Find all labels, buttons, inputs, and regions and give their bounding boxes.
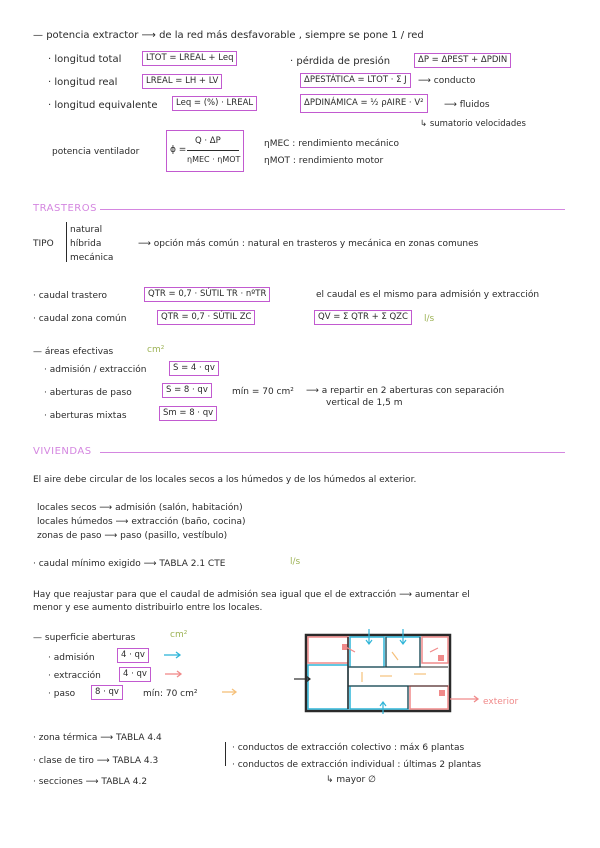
areas-unit: cm²	[147, 345, 165, 355]
longitud-real-label: · longitud real	[48, 77, 118, 88]
colectivo: · conductos de extracción colectivo : máx 6 plantas	[232, 743, 465, 753]
extraccion-formula: 4 · qv	[119, 667, 151, 682]
caudal-min-unit: l/s	[290, 557, 301, 567]
caudal-note: el caudal es el mismo para admisión y extracción	[316, 290, 540, 300]
adm-ext-label: · admisión / extracción	[44, 365, 147, 375]
areas-label: — áreas efectivas	[33, 347, 114, 357]
tipo-hibrida: híbrida	[70, 239, 102, 249]
qv-unit: l/s	[424, 314, 435, 324]
locales-humedos: locales húmedos ⟶ extracción (baño, cocina)	[37, 517, 246, 527]
eta-mec: ηMEC : rendimiento mecánico	[264, 139, 399, 149]
zona-termica: · zona térmica ⟶ TABLA 4.4	[33, 733, 162, 743]
longitud-real-formula: LREAL = LH + LV	[142, 74, 222, 89]
caudal-min: · caudal mínimo exigido ⟶ TABLA 2.1 CTE	[33, 559, 226, 569]
ab-mixtas-formula: Sm = 8 · qv	[159, 406, 217, 421]
adm-ext-formula: S = 4 · qv	[169, 361, 219, 376]
secciones: · secciones ⟶ TABLA 4.2	[33, 777, 148, 787]
paso-label: · paso	[48, 689, 76, 699]
caudal-zona-label: · caudal zona común	[33, 314, 127, 324]
ab-paso-label: · aberturas de paso	[44, 388, 132, 398]
ab-paso-formula: S = 8 · qv	[162, 383, 212, 398]
extraccion-label: · extracción	[48, 671, 101, 681]
repartir-1: ⟶ a repartir en 2 aberturas con separación	[306, 386, 505, 396]
perdida-label: · pérdida de presión	[290, 56, 391, 67]
locales-secos: locales secos ⟶ admisión (salón, habitación)	[37, 503, 243, 513]
superficie-unit: cm²	[170, 630, 188, 640]
paso-arrow-icon	[222, 689, 236, 695]
min-note: mín = 70 cm²	[232, 387, 294, 397]
viviendas-intro: El aire debe circular de los locales secos a los húmedos y de los húmedos al exterior.	[33, 475, 417, 485]
estatica-note: ⟶ conducto	[418, 76, 476, 86]
viviendas-title: VIVIENDAS	[33, 446, 92, 457]
individual: · conductos de extracción individual : últimas 2 plantas	[232, 760, 482, 770]
tipo-mecanica: mecánica	[70, 253, 114, 263]
tipo-natural: natural	[70, 225, 103, 235]
tipo-note: ⟶ opción más común : natural en trasteros y mecánica en zonas comunes	[138, 239, 479, 249]
pot-vent-den: ηMEC · ηMOT	[187, 155, 241, 164]
qv-formula: QV = Σ QTR + Σ QZC	[314, 310, 412, 325]
mayor: ↳ mayor ∅	[326, 775, 376, 785]
arrow-icon: ⟶	[141, 30, 156, 41]
reajustar-2: menor y ese aumento distribuirlo entre los locales.	[33, 603, 263, 613]
admision-formula: 4 · qv	[117, 648, 149, 663]
admision-arrow-icon	[164, 652, 180, 658]
sumatorio-note: ↳ sumatorio velocidades	[420, 119, 526, 129]
caudal-zona-formula: QTR = 0,7 · SÚTIL ZC	[157, 310, 255, 325]
longitud-equiv-formula: Leq = (%) · LREAL	[172, 96, 257, 111]
paso-min: mín: 70 cm²	[143, 689, 198, 699]
exterior-label: exterior	[483, 697, 519, 707]
admision-label: · admisión	[48, 653, 95, 663]
eta-mot: ηMOT : rendimiento motor	[264, 156, 384, 166]
trasteros-title: TRASTEROS	[33, 203, 97, 214]
clase-tiro: · clase de tiro ⟶ TABLA 4.3	[33, 756, 159, 766]
paso-formula: 8 · qv	[91, 685, 123, 700]
caudal-trastero-formula: QTR = 0,7 · SÚTIL TR · nºTR	[144, 287, 270, 302]
longitud-total-label: · longitud total	[48, 54, 122, 65]
ab-mixtas-label: · aberturas mixtas	[44, 411, 127, 421]
caudal-trastero-label: · caudal trastero	[33, 291, 107, 301]
reajustar-1: Hay que reajustar para que el caudal de admisión sea igual que el de extracción ⟶ aumentar el	[33, 590, 470, 600]
pot-vent-label: potencia ventilador	[52, 147, 140, 157]
pot-vent-num: Q · ΔP	[195, 136, 221, 146]
perdida-formula: ΔP = ΔPEST + ΔPDIN	[414, 53, 511, 68]
zonas-paso: zonas de paso ⟶ paso (pasillo, vestíbulo)	[37, 531, 228, 541]
pot-vent-lhs: ϕ =	[170, 145, 187, 155]
vivienda-plan-diagram	[294, 629, 478, 714]
extraccion-arrow-icon	[165, 671, 181, 677]
dinamica-formula: ΔPDINÁMICA = ½ ρAIRE · V²	[300, 94, 428, 113]
dinamica-note: ⟶ fluidos	[444, 100, 490, 110]
header-text-cont: de la red más desfavorable , siempre se pone 1 / red	[159, 30, 424, 41]
estatica-formula: ΔPESTÁTICA = LTOT · Σ J	[300, 73, 411, 88]
repartir-2: vertical de 1,5 m	[326, 398, 403, 408]
dash-icon: —	[33, 30, 43, 41]
superficie-label: — superficie aberturas	[33, 633, 136, 643]
header-text: potencia extractor	[46, 30, 139, 41]
longitud-total-formula: LTOT = LREAL + Leq	[142, 51, 237, 66]
longitud-equiv-label: · longitud equivalente	[48, 100, 158, 111]
tipo-label: TIPO	[33, 239, 54, 249]
